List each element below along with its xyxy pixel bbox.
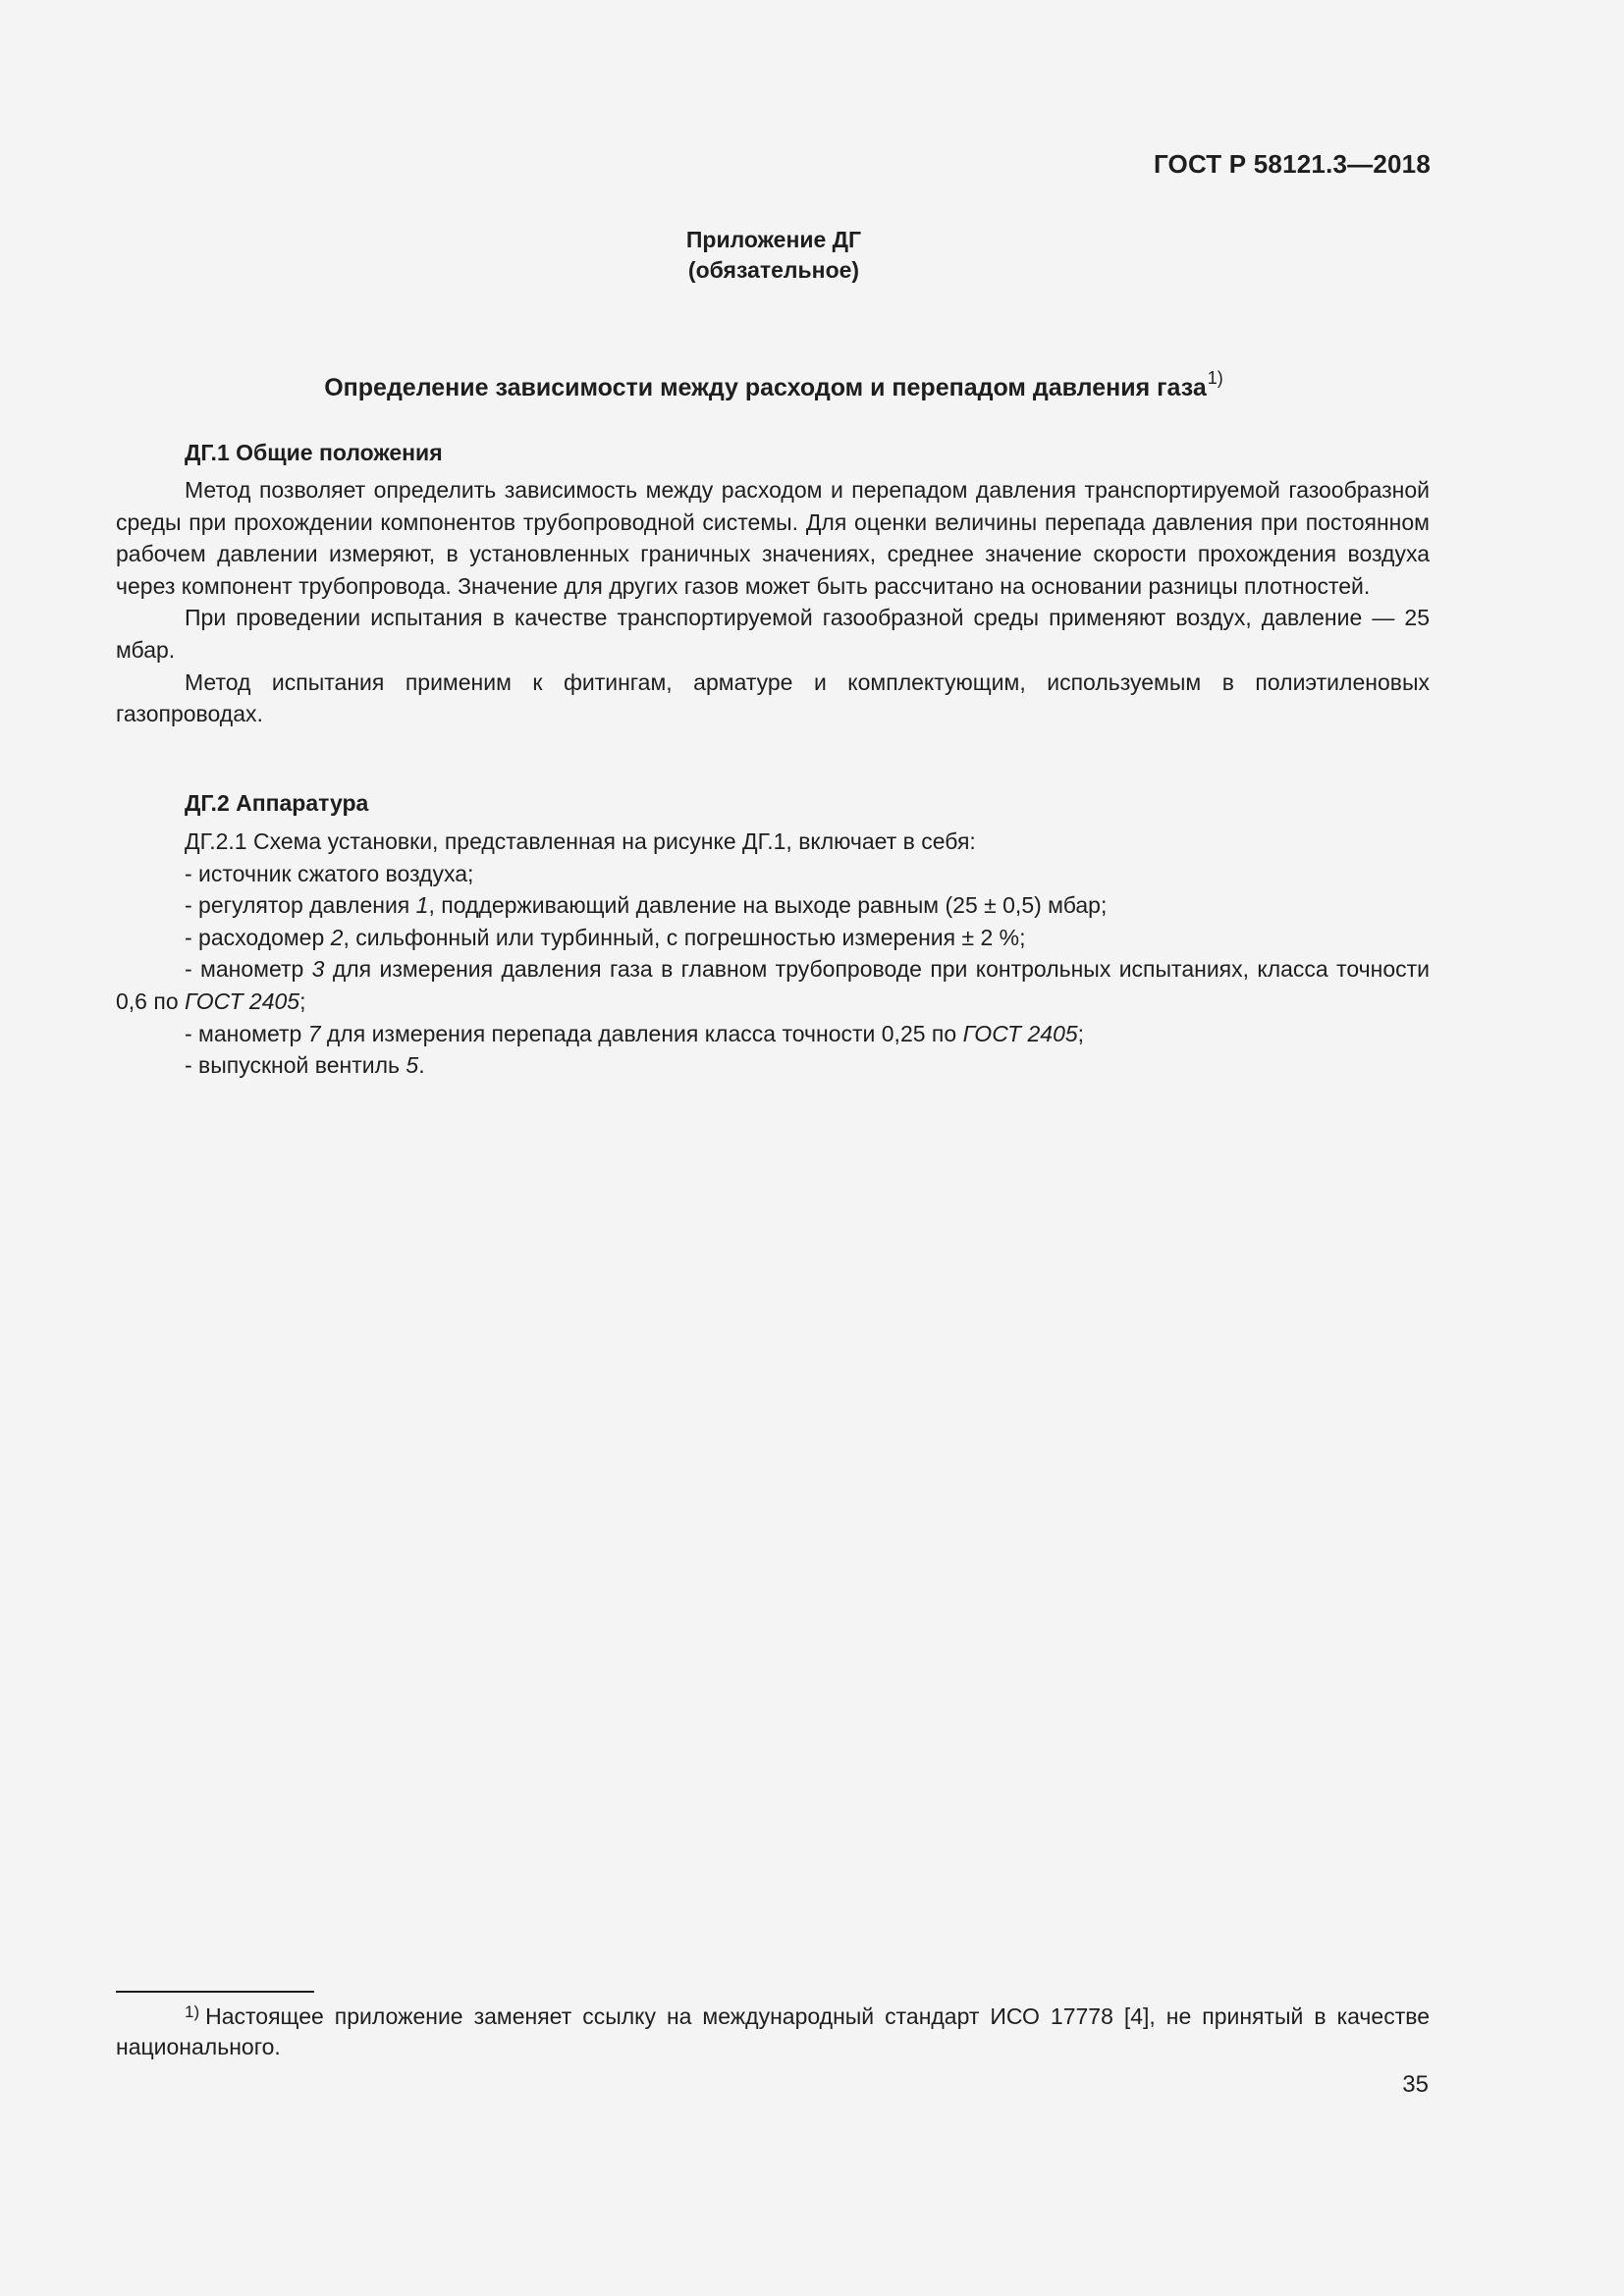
appendix-heading [0,225,1547,286]
section-general [116,437,1430,469]
section-heading-general: ДГ.1 Общие положения [185,440,443,465]
page-number: 35 [1402,2071,1429,2098]
section-heading-apparatus: ДГ.2 Аппаратура [185,790,369,816]
paragraph: Метод позволяет определить зависимость между расходом и перепадом давления транспортируемой газообразной среды при прохождении компонентов трубопроводной системы. Для оценки величины перепада давления при постоянном рабочем давлении измеряют, в установленных граничных значениях, среднее значение скорости прохождения воздуха через компонент трубопровода. Значение для других газов может быть рассчитано на основании разницы плотностей. [116,477,1430,599]
document-title [0,368,1547,402]
section-general-body [116,474,1430,730]
standard-reference: ГОСТ 2405 [962,1020,1078,1046]
section-apparatus [116,787,1430,820]
appendix-status: (обязательное) [687,257,860,283]
list-item: - расходомер 2, сильфонный или турбинный, с погрешностью измерения ± 2 %; [185,924,1026,950]
document-number: ГОСТ Р 58121.3—2018 [1153,149,1431,179]
paragraph: При проведении испытания в качестве транспортируемой газообразной среды применяют воздух, давление — 25 мбар. [116,605,1430,663]
list-item: - манометр 7 для измерения перепада давления класса точности 0,25 по ГОСТ 2405; [185,1020,1085,1046]
list-item: - источник сжатого воздуха; [185,860,474,886]
appendix-title: Приложение ДГ [685,227,862,252]
document-title-text: Определение зависимости между расходом и перепадом давления газа [324,374,1207,401]
list-item: - регулятор давления 1, поддерживающий давление на выходе равным (25 ± 0,5) мбар; [185,892,1108,919]
list-item: - выпускной вентиль 5. [185,1052,425,1079]
footnote-mark: 1) [185,2002,200,2021]
list-item: - манометр 3 для измерения давления газа в главном трубопроводе при контрольных испытаниях, класса точности 0,6 по ГОСТ 2405; [116,956,1430,1014]
apparatus-intro: ДГ.2.1 Схема установки, представленная на рисунке ДГ.1, включает в себя: [185,828,976,854]
footnote [116,2002,1430,2062]
footnote-text: Настоящее приложение заменяет ссылку на международный стандарт ИСО 17778 [4], не принятый в качестве национального. [116,2003,1430,2059]
section-apparatus-body [116,826,1430,1082]
footnote-separator [116,1991,314,1993]
standard-reference: ГОСТ 2405 [185,988,300,1014]
paragraph: Метод испытания применим к фитингам, арматуре и комплектующим, используемым в полиэтиленовых газопроводах. [116,668,1430,727]
title-footnote-mark[interactable]: 1) [1207,368,1223,388]
